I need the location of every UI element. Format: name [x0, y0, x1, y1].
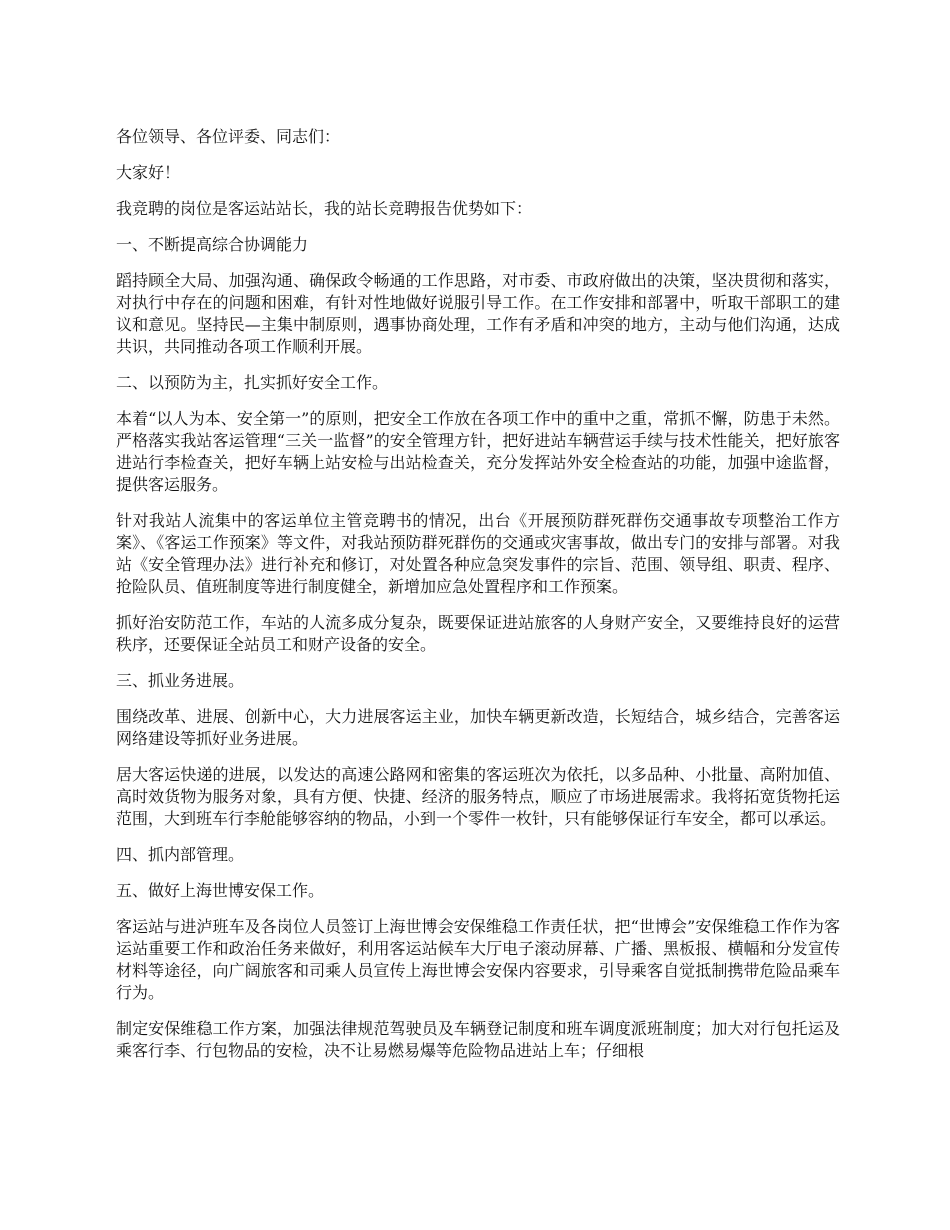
body-paragraph: 针对我站人流集中的客运单位主管竞聘书的情况，出台《开展预防群死群伤交通事故专项整治工作方案》、《客运工作预案》等文件，对我站预防群死群伤的交通或灾害事故，做出专门的安排与部署。对我站《安全管理办法》进行补充和修订，对处置各种应急突发事件的宗旨、范围、领导组、职责、程序、抢险队员、值班制度等进行制度健全，新增加应急处置程序和工作预案。 — [116, 511, 840, 596]
body-paragraph: 居大客运快递的进展，以发达的高速公路网和密集的客运班次为依托，以多品种、小批量、高附加值、高时效货物为服务对象，具有方便、快捷、经济的服务特点，顺应了市场进展需求。我将拓宽货物托运范围，大到班车行李舱能够容纳的物品，小到一个零件一枚针，只有能够保证行车安全，都可以承运。 — [116, 765, 840, 828]
body-paragraph: 围绕改革、进展、创新中心，大力进展客运主业，加快车辆更新改造，长短结合，城乡结合，完善客运网络建设等抓好业务进展。 — [116, 707, 840, 748]
body-paragraph: 制定安保维稳工作方案，加强法律规范驾驶员及车辆登记制度和班车调度派班制度；加大对行包托运及乘客行李、行包物品的安检，决不让易燃易爆等危险物品进站上车；仔细根 — [116, 1019, 840, 1060]
body-paragraph: 蹈持顾全大局、加强沟通、确保政令畅通的工作思路，对市委、市政府做出的决策，坚决贯彻和落实，对执行中存在的问题和困难，有针对性地做好说服引导工作。在工作安排和部署中，听取干部职工的建议和意见。坚持民—主集中制原则，遇事协商处理，工作有矛盾和冲突的地方，主动与他们沟通，达成共识，共同推动各项工作顺利开展。 — [116, 271, 840, 356]
body-paragraph: 客运站与进泸班车及各岗位人员签订上海世博会安保维稳工作责任状，把“世博会”安保维稳工作作为客运站重要工作和政治任务来做好，利用客运站候车大厅电子滚动屏幕、广播、黑板报、横幅和分发宣传材料等途径，向广阔旅客和司乘人员宣传上海世博会安保内容要求，引导乘客自觉抵制携带危险品乘车行为。 — [116, 917, 840, 1002]
section-heading-3: 三、抓业务进展。 — [116, 671, 245, 690]
section-heading-1: 一、不断提高综合协调能力 — [116, 235, 309, 254]
section-heading-2: 二、以预防为主，扎实抓好安全工作。 — [116, 373, 389, 392]
document-page — [116, 126, 840, 1076]
greeting: 大家好！ — [116, 163, 181, 182]
section-heading-5: 五、做好上海世博安保工作。 — [116, 881, 325, 900]
body-paragraph: 本着“以人为本、安全第一”的原则，把安全工作放在各项工作中的重中之重，常抓不懈，防患于未然。严格落实我站客运管理“三关一监督”的安全管理方针，把好进站车辆营运手续与技术性能关，把好旅客进站行李检查关，把好车辆上站安检与出站检查关，充分发挥站外安全检查站的功能，加强中途监督，提供客运服务。 — [116, 409, 840, 494]
salutation: 各位领导、各位评委、同志们： — [116, 127, 341, 146]
intro-paragraph: 我竞聘的岗位是客运站站长，我的站长竞聘报告优势如下： — [116, 199, 533, 218]
section-heading-4: 四、抓内部管理。 — [116, 845, 245, 864]
body-paragraph: 抓好治安防范工作，车站的人流多成分复杂，既要保证进站旅客的人身财产安全，又要维持良好的运营秩序，还要保证全站员工和财产设备的安全。 — [116, 613, 840, 654]
